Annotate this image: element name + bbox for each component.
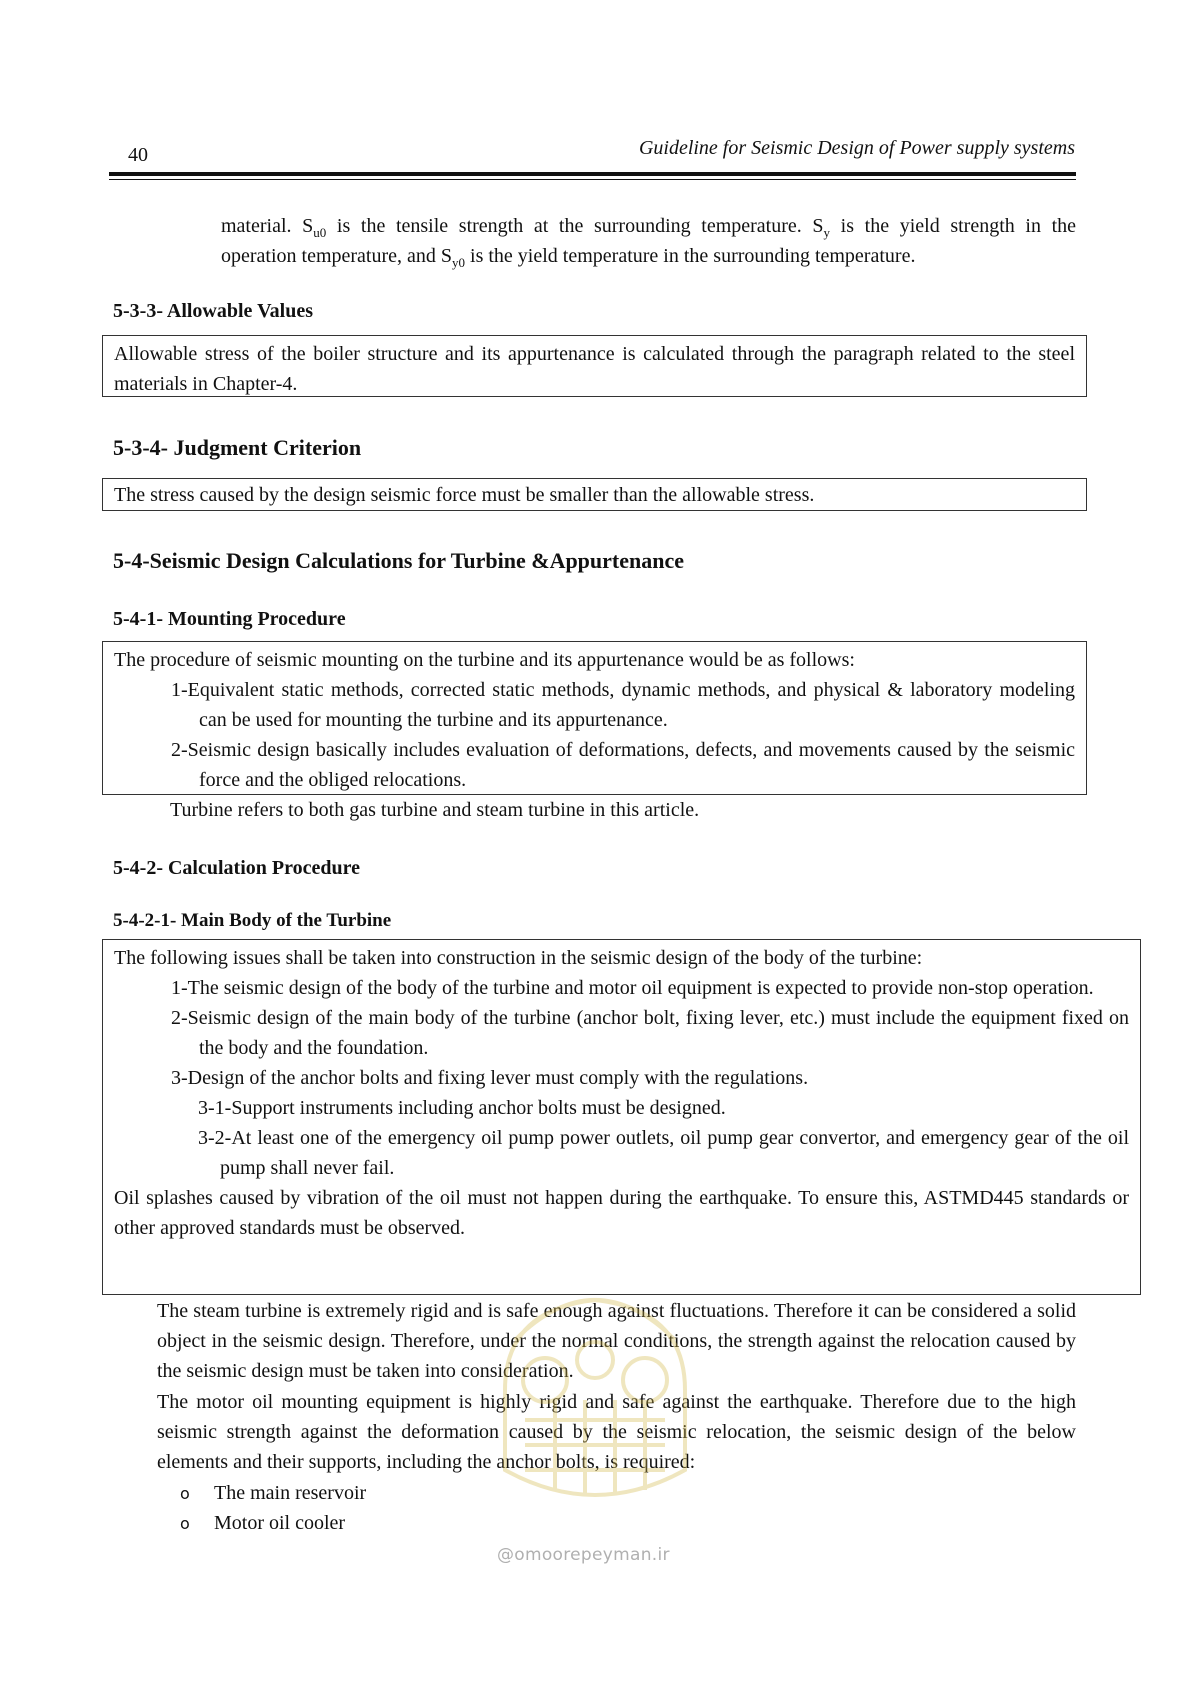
running-header-title: Guideline for Seismic Design of Power supply systems [638, 137, 1075, 159]
header-rule [109, 172, 1076, 176]
allowable-values-box [102, 335, 1087, 397]
section-heading-5-4-1: 5-4-1- Mounting Procedure [113, 608, 346, 630]
judgment-criterion-box [102, 478, 1087, 511]
judgment-criterion-text: The stress caused by the design seismic force must be smaller than the allowable stress. [114, 484, 815, 506]
watermark-text: @omoorepeyman.ir [497, 1545, 670, 1565]
list-item: 3-Design of the anchor bolts and fixing lever must comply with the regulations. [171, 1067, 809, 1089]
list-item: 2-Seismic design basically includes evaluation of deformations, defects, and movements caused by the seismic force and the obliged relocations. [171, 739, 1075, 791]
list-item: 1-The seismic design of the body of the turbine and motor oil equipment is expected to provide non-stop operation. [171, 977, 1094, 999]
bullet-list-item: o Motor oil cooler [180, 1508, 345, 1539]
bullet-circle-icon: o [180, 1514, 190, 1533]
bullet-circle-icon: o [180, 1484, 190, 1503]
sub-list-item: 3-1-Support instruments including anchor bolts must be designed. [198, 1097, 726, 1119]
list-item: 1-Equivalent static methods, corrected static methods, dynamic methods, and physical & laboratory modeling can be used for mounting the turbine and its appurtenance. [171, 679, 1075, 731]
bullet-list-item: o The main reservoir [180, 1478, 366, 1509]
mounting-procedure-box [102, 641, 1087, 795]
list-item: 2-Seismic design of the main body of the turbine (anchor bolt, fixing lever, etc.) must include the equipment fixed on the body and the foundation. [171, 1007, 1129, 1059]
page-number: 40 [128, 144, 148, 166]
body-paragraph-1: The steam turbine is extremely rigid and is safe enough against fluctuations. Therefore it can be considered a solid object in the seismic design. Therefore, under the normal conditions, the strength against the relocation caused by the seismic design must be taken into consideration. [157, 1300, 1076, 1382]
intro-line-2: operation temperature, and $S_{y0}$ is the yield temperature in the surrounding temperature. [221, 245, 916, 270]
intro-line-1: material. $S_{u0}$ is the tensile strength at the surrounding temperature. $S_y$ is the yield strength in the [221, 215, 1077, 240]
intro-paragraph [221, 211, 1076, 271]
allowable-values-text: Allowable stress of the boiler structure and its appurtenance is calculated through the paragraph related to the steel materials in Chapter-4. [114, 343, 1075, 395]
main-body-list [114, 973, 1129, 1093]
section-heading-5-3-3: 5-3-3- Allowable Values [113, 300, 314, 322]
section-heading-5-4-2-1: 5-4-2-1- Main Body of the Turbine [113, 910, 392, 931]
turbine-note: Turbine refers to both gas turbine and steam turbine in this article. [170, 799, 700, 821]
section-heading-5-4-2: 5-4-2- Calculation Procedure [113, 857, 361, 879]
mounting-procedure-list [114, 675, 1075, 795]
main-body-intro: The following issues shall be taken into construction in the seismic design of the body of the turbine: [114, 947, 923, 969]
header-rule-thin [109, 179, 1076, 180]
main-body-closing: Oil splashes caused by vibration of the oil must not happen during the earthquake. To ensure this, ASTMD445 standards or other approved standards must be observed. [114, 1187, 1129, 1239]
body-paragraph-2: The motor oil mounting equipment is highly rigid and safe against the earthquake. Therefore due to the high seismic strength against the deformation caused by the seismic relocation, the seismic design of the below elements and their supports, including the anchor bolts, is required: [157, 1391, 1076, 1473]
mounting-procedure-intro: The procedure of seismic mounting on the turbine and its appurtenance would be as follows: [114, 649, 855, 671]
sub-list-item: 3-2-At least one of the emergency oil pump power outlets, oil pump gear convertor, and emergency gear of the oil pump shall never fail. [198, 1127, 1129, 1179]
main-body-sublist [114, 1093, 1129, 1183]
main-body-box [102, 939, 1141, 1295]
section-heading-5-4: 5-4-Seismic Design Calculations for Turbine &Appurtenance [113, 548, 685, 573]
section-heading-5-3-4: 5-3-4- Judgment Criterion [113, 435, 362, 460]
